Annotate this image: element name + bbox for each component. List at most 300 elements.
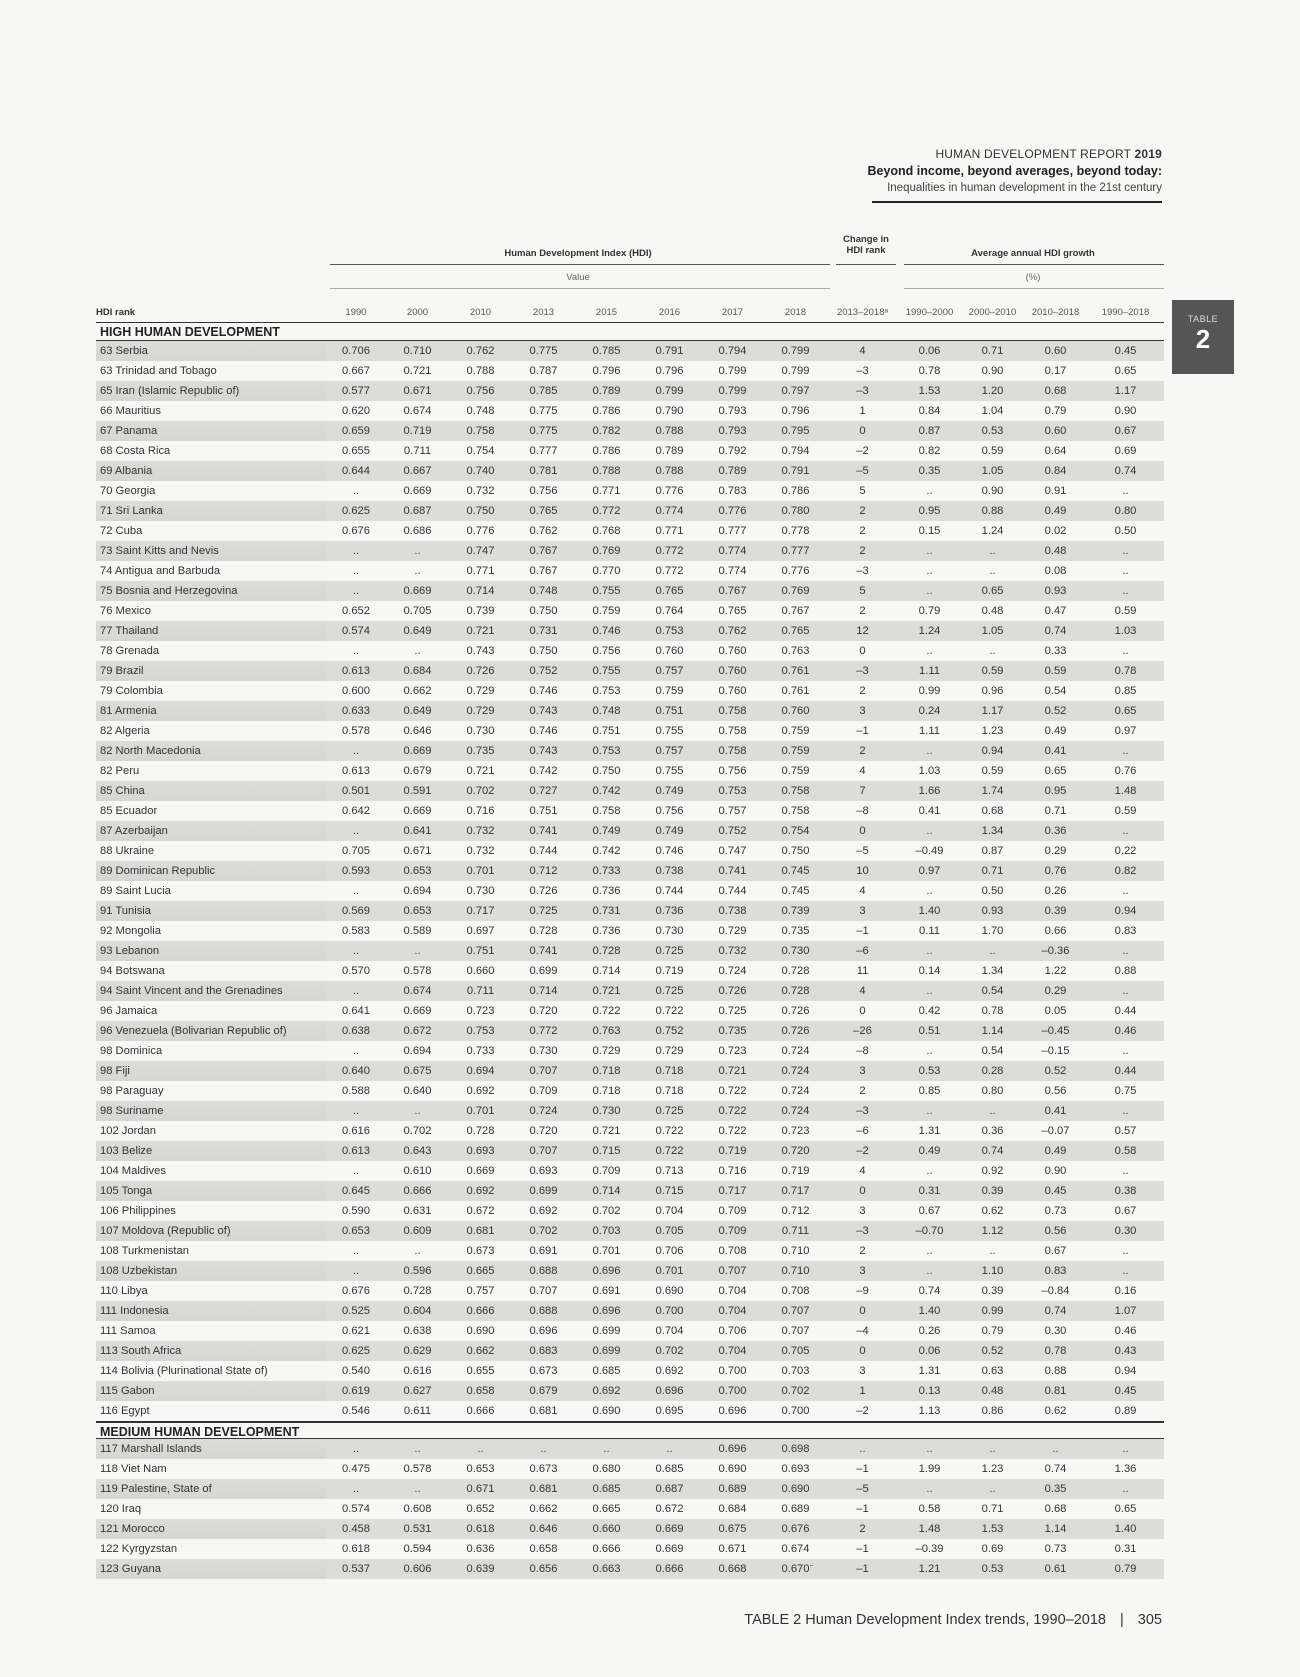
value-cell: 1.34 xyxy=(961,821,1024,841)
value-cell: 0.82 xyxy=(918,445,941,457)
value-cell: 0.68 xyxy=(1024,381,1087,401)
value-cell: 0.700 xyxy=(701,1381,764,1401)
value-cell: 2 xyxy=(859,685,866,697)
value-cell: 0.703 xyxy=(575,1221,638,1241)
value-cell: 0.35 xyxy=(898,461,961,481)
value-cell: 0.725 xyxy=(512,901,575,921)
value-cell: .. xyxy=(326,941,386,961)
table-row xyxy=(96,501,1164,521)
page-footer xyxy=(744,1612,1162,1628)
value-cell: 0.729 xyxy=(449,701,512,721)
value-cell: 0.681 xyxy=(449,1221,512,1241)
table-row xyxy=(96,1459,1164,1479)
value-cell: 0.593 xyxy=(326,861,386,881)
value-cell: 0.777 xyxy=(718,525,747,537)
value-cell: 0.726 xyxy=(449,661,512,681)
value-cell: 0.619 xyxy=(326,1381,386,1401)
value-cell: 0.722 xyxy=(655,1125,684,1137)
value-cell: 0.753 xyxy=(638,621,701,641)
table-row xyxy=(96,1401,1164,1421)
value-cell: .. xyxy=(961,1101,1024,1121)
value-cell: 0.653 xyxy=(466,1463,495,1475)
value-cell: 0.59 xyxy=(961,661,1024,681)
country-cell: 121 Morocco xyxy=(96,1519,326,1539)
value-cell: 0.758 xyxy=(718,725,747,737)
value-cell: .. xyxy=(1087,1479,1164,1499)
value-cell: 0.594 xyxy=(403,1543,432,1555)
value-cell: 0.60 xyxy=(1024,341,1087,361)
value-cell: .. xyxy=(898,1101,961,1121)
country-cell: 111 Indonesia xyxy=(96,1301,326,1321)
value-cell: 0.726 xyxy=(701,981,764,1001)
value-cell: 0.729 xyxy=(592,1045,621,1057)
value-cell: 1.40 xyxy=(898,1301,961,1321)
value-cell: 0.696 xyxy=(718,1405,747,1417)
value-cell: 0.577 xyxy=(326,381,386,401)
country-cell: 88 Ukraine xyxy=(100,845,155,857)
value-cell: 0.755 xyxy=(655,725,684,737)
value-cell: 0 xyxy=(827,821,898,841)
value-cell: 1.70 xyxy=(981,925,1004,937)
table-row xyxy=(96,1141,1164,1161)
value-cell: 0.746 xyxy=(529,725,558,737)
value-cell: 0.767 xyxy=(529,565,558,577)
table-row xyxy=(96,1201,1164,1221)
value-cell: 0.87 xyxy=(898,421,961,441)
value-cell: 0.79 xyxy=(1044,405,1067,417)
value-cell: 0.54 xyxy=(961,981,1024,1001)
value-cell: 0.799 xyxy=(718,365,747,377)
value-cell: –3 xyxy=(827,1101,898,1121)
value-cell: 0.87 xyxy=(981,845,1004,857)
table-row xyxy=(96,1181,1164,1201)
table-row xyxy=(96,481,1164,501)
value-cell: 4 xyxy=(827,981,898,1001)
value-cell: 0.707 xyxy=(529,1285,558,1297)
value-cell: 0.638 xyxy=(326,1021,386,1041)
country-cell: 82 North Macedonia xyxy=(96,741,326,761)
value-cell: 0.26 xyxy=(1044,885,1067,897)
value-cell: 0.51 xyxy=(898,1021,961,1041)
value-cell: 1.10 xyxy=(961,1261,1024,1281)
value-cell: –6 xyxy=(827,941,898,961)
value-cell: 0.788 xyxy=(575,461,638,481)
value-cell: 0.772 xyxy=(512,1021,575,1041)
value-cell: 0.48 xyxy=(1024,541,1087,561)
value-cell: 0.53 xyxy=(961,421,1024,441)
value-cell: 1.40 xyxy=(898,901,961,921)
value-cell: 0.67 xyxy=(1114,1205,1137,1217)
country-cell: 119 Palestine, State of xyxy=(96,1479,326,1499)
value-cell: 0.791 xyxy=(764,461,827,481)
footer-table-title: Human Development Index trends, 1990–2018 xyxy=(805,1612,1106,1628)
value-cell: 0.49 xyxy=(898,1141,961,1161)
value-cell: 0.743 xyxy=(466,645,495,657)
value-cell: 0.728 xyxy=(403,1285,432,1297)
value-cell: 0.638 xyxy=(403,1325,432,1337)
value-cell: 0.724 xyxy=(718,965,747,977)
value-cell: 0.667 xyxy=(386,461,449,481)
value-cell: 0.757 xyxy=(718,805,747,817)
value-cell: 0.95 xyxy=(1024,781,1087,801)
value-cell: –6 xyxy=(856,1125,869,1137)
column-header: 2013 xyxy=(532,307,555,318)
value-cell: .. xyxy=(1087,741,1164,761)
value-cell: 0.700 xyxy=(718,1365,747,1377)
value-cell: 0.81 xyxy=(1024,1381,1087,1401)
value-cell: 0.725 xyxy=(638,981,701,1001)
value-cell: 0.655 xyxy=(342,445,370,457)
value-cell: 0.625 xyxy=(326,501,386,521)
value-cell: 0.701 xyxy=(638,1261,701,1281)
value-cell: 0.631 xyxy=(403,1205,432,1217)
value-cell: 0.680 xyxy=(592,1463,621,1475)
value-cell: 0.724 xyxy=(781,1085,810,1097)
value-cell: 0.674 xyxy=(781,1543,810,1555)
value-cell: .. xyxy=(1122,885,1129,897)
table-row xyxy=(96,1041,1164,1061)
value-cell: –0.07 xyxy=(1041,1125,1070,1137)
value-cell: 0.767 xyxy=(781,605,810,617)
value-cell: .. xyxy=(1122,1045,1129,1057)
value-cell: 0.616 xyxy=(403,1365,432,1377)
value-cell: 0.750 xyxy=(781,845,810,857)
value-cell: 0.750 xyxy=(529,605,558,617)
footer-table-label: TABLE 2 xyxy=(744,1612,802,1628)
value-cell: 0.712 xyxy=(512,861,575,881)
value-cell: 0.596 xyxy=(386,1261,449,1281)
value-cell: 0.701 xyxy=(449,1101,512,1121)
value-cell: –5 xyxy=(827,1479,898,1499)
value-cell: 0.730 xyxy=(466,885,495,897)
value-cell: 1.05 xyxy=(961,621,1024,641)
value-cell: 0.759 xyxy=(655,685,684,697)
value-cell: 0.707 xyxy=(781,1325,810,1337)
value-cell: 0.692 xyxy=(655,1365,684,1377)
value-cell: 0.658 xyxy=(449,1381,512,1401)
value-cell: 0.669 xyxy=(655,1543,684,1555)
country-cell: 85 Ecuador xyxy=(100,805,158,817)
value-cell: .. xyxy=(926,885,933,897)
value-cell: .. xyxy=(326,541,386,561)
value-cell: 0.569 xyxy=(326,901,386,921)
country-cell: 81 Armenia xyxy=(96,701,326,721)
table-row xyxy=(96,1479,1164,1499)
value-cell: 0.721 xyxy=(575,981,638,1001)
value-cell: 0.645 xyxy=(326,1181,386,1201)
value-cell: 0.746 xyxy=(655,845,684,857)
value-cell: 0.745 xyxy=(781,885,810,897)
country-cell: 74 Antigua and Barbuda xyxy=(100,565,221,577)
value-cell: 0.74 xyxy=(918,1285,941,1297)
value-cell: 0.726 xyxy=(529,885,558,897)
table-group-headers xyxy=(96,234,1164,304)
value-cell: 0.91 xyxy=(1044,485,1067,497)
value-cell: 0.14 xyxy=(918,965,941,977)
value-cell: 0.761 xyxy=(781,685,810,697)
value-cell: 0.762 xyxy=(529,525,558,537)
country-cell: 98 Dominica xyxy=(100,1045,163,1057)
value-cell: 0.714 xyxy=(575,1181,638,1201)
value-cell: 0.627 xyxy=(386,1381,449,1401)
value-cell: 2 xyxy=(827,501,898,521)
value-cell: 0.707 xyxy=(764,1301,827,1321)
value-cell: 0.780 xyxy=(764,501,827,521)
value-cell: 0.786 xyxy=(592,405,621,417)
value-cell: 0.774 xyxy=(718,565,747,577)
value-cell: 0.685 xyxy=(592,1365,621,1377)
value-cell: 0.775 xyxy=(512,421,575,441)
value-cell: 0.660 xyxy=(575,1519,638,1539)
value-cell: 0.65 xyxy=(1114,365,1137,377)
group-rule-growth xyxy=(904,264,1164,265)
value-cell: .. xyxy=(414,1245,421,1257)
value-cell: .. xyxy=(1087,981,1164,1001)
value-cell: 0.94 xyxy=(1087,901,1164,921)
value-cell: 0.765 xyxy=(718,605,747,617)
value-cell: 0.44 xyxy=(1087,1061,1164,1081)
value-cell: 0.501 xyxy=(326,781,386,801)
value-cell: 0.618 xyxy=(342,1543,370,1555)
value-cell: 1.53 xyxy=(961,1519,1024,1539)
value-cell: 2 xyxy=(827,741,898,761)
value-cell: 0.29 xyxy=(1024,981,1087,1001)
value-cell: 0.57 xyxy=(1114,1125,1137,1137)
country-cell: 96 Jamaica xyxy=(100,1005,158,1017)
table-row xyxy=(96,781,1164,801)
table-row xyxy=(96,1101,1164,1121)
value-cell: 0.56 xyxy=(1044,1085,1067,1097)
value-cell: 0.782 xyxy=(575,421,638,441)
value-cell: 0.733 xyxy=(466,1045,495,1057)
value-cell: 2 xyxy=(859,605,866,617)
value-cell: .. xyxy=(352,1245,360,1257)
value-cell: 0.620 xyxy=(342,405,370,417)
table-row xyxy=(96,1161,1164,1181)
value-cell: 1.14 xyxy=(1024,1519,1087,1539)
value-cell: 0.578 xyxy=(342,725,370,737)
value-cell: 0.80 xyxy=(1087,501,1164,521)
country-cell: 73 Saint Kitts and Nevis xyxy=(96,541,326,561)
value-cell: 0.701 xyxy=(592,1245,621,1257)
column-header: 2013–2018ᵃ xyxy=(836,307,889,318)
value-cell: 0.672 xyxy=(655,1503,684,1515)
table-row xyxy=(96,801,1164,821)
table-row xyxy=(96,601,1164,621)
value-cell: 0.738 xyxy=(638,861,701,881)
value-cell: 0.733 xyxy=(575,861,638,881)
value-cell: .. xyxy=(926,1165,933,1177)
value-cell: 0.767 xyxy=(512,541,575,561)
value-cell: 0.788 xyxy=(638,461,701,481)
value-cell: 0.702 xyxy=(403,1125,432,1137)
value-cell: –3 xyxy=(827,1221,898,1241)
value-cell: 0.704 xyxy=(701,1341,764,1361)
country-cell: 75 Bosnia and Herzegovina xyxy=(96,581,326,601)
value-cell: 1 xyxy=(859,405,866,417)
value-cell: 0.78 xyxy=(1024,1341,1087,1361)
value-cell: 0.65 xyxy=(1044,765,1067,777)
value-cell: 1.40 xyxy=(1087,1519,1164,1539)
group-rule-change xyxy=(836,264,896,265)
value-cell: 0.669 xyxy=(403,1005,432,1017)
value-cell: 0.458 xyxy=(326,1519,386,1539)
table-row xyxy=(96,461,1164,481)
value-cell: 0.759 xyxy=(781,725,810,737)
value-cell: 0.746 xyxy=(575,621,638,641)
value-cell: 0.689 xyxy=(781,1503,810,1515)
value-cell: –3 xyxy=(856,365,869,377)
country-cell: 89 Dominican Republic xyxy=(96,861,326,881)
value-cell: 0.778 xyxy=(781,525,810,537)
value-cell: 0.674 xyxy=(386,981,449,1001)
value-cell: 0.699 xyxy=(575,1341,638,1361)
value-cell: 0.675 xyxy=(701,1519,764,1539)
value-cell: 0.764 xyxy=(655,605,684,617)
value-cell: 0.799 xyxy=(781,365,810,377)
value-cell: 0.710 xyxy=(764,1261,827,1281)
value-cell: 0.73 xyxy=(1044,1205,1067,1217)
value-cell: 0.769 xyxy=(764,581,827,601)
value-cell: 0.578 xyxy=(403,965,432,977)
value-cell: 0.692 xyxy=(575,1381,638,1401)
country-cell: 69 Albania xyxy=(96,461,326,481)
value-cell: 0.723 xyxy=(466,1005,495,1017)
value-cell: 0.660 xyxy=(466,965,495,977)
value-cell: 0.735 xyxy=(781,925,810,937)
value-cell: 0.692 xyxy=(466,1085,495,1097)
value-cell: 0.671 xyxy=(403,845,432,857)
value-cell: 0.786 xyxy=(592,445,621,457)
value-cell: 0.59 xyxy=(981,445,1004,457)
country-cell: 89 Saint Lucia xyxy=(100,885,171,897)
value-cell: 0.97 xyxy=(1114,725,1137,737)
value-cell: 0.666 xyxy=(386,1181,449,1201)
value-cell: 0.754 xyxy=(764,821,827,841)
value-cell: 0.709 xyxy=(718,1205,747,1217)
value-cell: 0.706 xyxy=(718,1325,747,1337)
value-cell: 0.574 xyxy=(326,621,386,641)
value-cell: .. xyxy=(326,1261,386,1281)
value-cell: 0.753 xyxy=(575,741,638,761)
value-cell: 0.754 xyxy=(466,445,495,457)
value-cell: .. xyxy=(512,1439,575,1459)
value-cell: 0.653 xyxy=(326,1221,386,1241)
country-cell: 116 Egypt xyxy=(100,1405,150,1417)
value-cell: 0.74 xyxy=(1024,1301,1087,1321)
value-cell: 0 xyxy=(827,1181,898,1201)
value-cell: 0.84 xyxy=(918,405,941,417)
value-cell: 0.06 xyxy=(898,341,961,361)
country-cell: 63 Serbia xyxy=(96,341,326,361)
value-cell: 0.745 xyxy=(764,861,827,881)
country-cell: 123 Guyana xyxy=(96,1559,326,1579)
report-title: HUMAN DEVELOPMENT REPORT 2019 xyxy=(935,147,1162,161)
value-cell: 0.653 xyxy=(386,861,449,881)
value-cell: 0.760 xyxy=(718,645,747,657)
value-cell: 0.45 xyxy=(1024,1181,1087,1201)
value-cell: .. xyxy=(827,1439,898,1459)
table-row xyxy=(96,1381,1164,1401)
value-cell: 0.700 xyxy=(781,1405,810,1417)
value-cell: 1.24 xyxy=(898,621,961,641)
value-cell: 0.24 xyxy=(898,701,961,721)
value-cell: 0.741 xyxy=(701,861,764,881)
value-cell: 0.95 xyxy=(898,501,961,521)
country-cell: 82 Algeria xyxy=(100,725,150,737)
value-cell: .. xyxy=(926,565,933,577)
table-row xyxy=(96,441,1164,461)
value-cell: 0.783 xyxy=(718,485,747,497)
value-cell: 0.662 xyxy=(403,685,432,697)
table-row xyxy=(96,1301,1164,1321)
value-cell: 0.743 xyxy=(512,741,575,761)
value-cell: 0.702 xyxy=(449,781,512,801)
value-cell: –1 xyxy=(856,1503,869,1515)
value-cell: 0.693 xyxy=(449,1141,512,1161)
value-cell: 0.759 xyxy=(764,741,827,761)
value-cell: 0.704 xyxy=(701,1301,764,1321)
value-cell: 0.752 xyxy=(701,821,764,841)
value-cell: 0.683 xyxy=(512,1341,575,1361)
value-cell: 0.795 xyxy=(764,421,827,441)
value-cell: 0.704 xyxy=(718,1285,747,1297)
value-cell: 0.67 xyxy=(1087,421,1164,441)
value-cell: 0.781 xyxy=(512,461,575,481)
country-cell: 104 Maldives xyxy=(100,1165,166,1177)
value-cell: 0.618 xyxy=(449,1519,512,1539)
value-cell: 0.633 xyxy=(326,701,386,721)
value-cell: 0.589 xyxy=(403,925,432,937)
value-cell: 0.86 xyxy=(981,1405,1004,1417)
value-cell: 0.17 xyxy=(1044,365,1067,377)
value-cell: 0.696 xyxy=(575,1261,638,1281)
value-cell: –9 xyxy=(856,1285,869,1297)
value-cell: 0.99 xyxy=(918,685,941,697)
value-cell: .. xyxy=(352,1045,360,1057)
value-cell: 0.639 xyxy=(449,1559,512,1579)
value-cell: 0.719 xyxy=(655,965,684,977)
value-cell: 0.717 xyxy=(701,1181,764,1201)
value-cell: 0.777 xyxy=(529,445,558,457)
value-cell: 0.78 xyxy=(1087,661,1164,681)
value-cell: 0.760 xyxy=(701,661,764,681)
column-header: 2000–2010 xyxy=(968,307,1017,318)
value-cell: 0.735 xyxy=(449,741,512,761)
value-cell: 0.690 xyxy=(466,1325,495,1337)
country-cell: 111 Samoa xyxy=(100,1325,156,1337)
value-cell: 0.49 xyxy=(1024,1141,1087,1161)
value-cell: 4 xyxy=(827,341,898,361)
value-cell: 0.694 xyxy=(403,885,432,897)
value-cell: 0.79 xyxy=(918,605,941,617)
country-cell: 76 Mexico xyxy=(100,605,151,617)
value-cell: 0.50 xyxy=(981,885,1004,897)
value-cell: 0.750 xyxy=(529,645,558,657)
table-row xyxy=(96,921,1164,941)
value-cell: 0.716 xyxy=(718,1165,747,1177)
value-cell: 0.712 xyxy=(781,1205,810,1217)
value-cell: 0.697 xyxy=(466,925,495,937)
value-cell: 3 xyxy=(827,701,898,721)
value-cell: .. xyxy=(326,1101,386,1121)
value-cell: 0.748 xyxy=(575,701,638,721)
value-cell: 0.590 xyxy=(342,1205,370,1217)
value-cell: 0.707 xyxy=(512,1141,575,1161)
value-cell: 0.05 xyxy=(1044,1005,1067,1017)
table-row xyxy=(96,421,1164,441)
table-row xyxy=(96,1081,1164,1101)
